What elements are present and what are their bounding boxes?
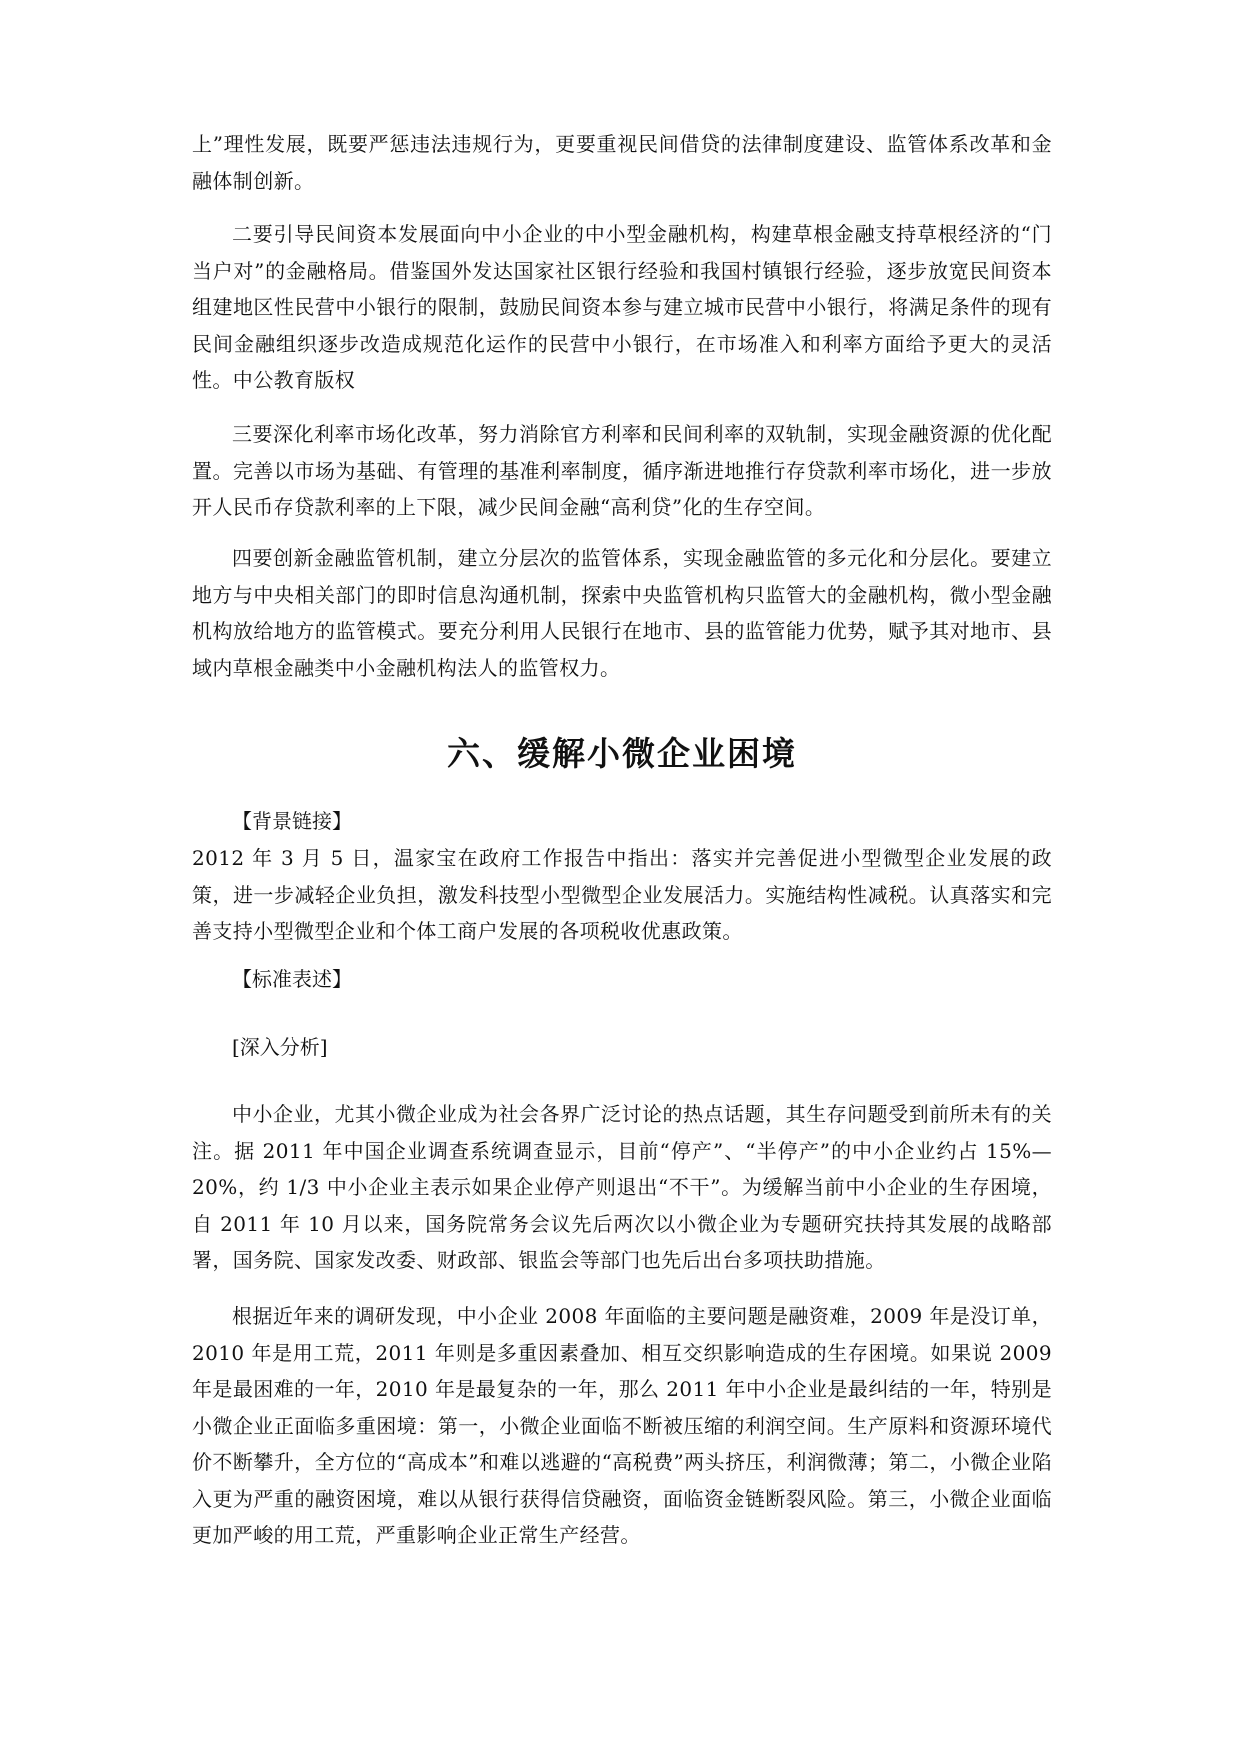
paragraph-supervision: 四要创新金融监管机制，建立分层次的监管体系，实现金融监管的多元化和分层化。要建立地方与中央相关部门的即时信息沟通机制，探索中央监管机构只监管大的金融机构，微小型金融机构放给地方的监管模式。要充分利用人民银行在地市、县的监管能力优势，赋予其对地市、县域内草根金融类中小金融机构法人的监管权力。: [192, 546, 1052, 680]
background-text: 2012 年 3 月 5 日，温家宝在政府工作报告中指出：落实并完善促进小型微型企业发展的政策，进一步减轻企业负担，激发科技型小型微型企业发展活力。实施结构性减税。认真落实和完善支持小型微型企业和个体工商户发展的各项税收优惠政策。: [192, 846, 1052, 943]
paragraph-regulation: 上”理性发展，既要严惩违法违规行为，更要重视民间借贷的法律制度建设、监管体系改革和金融体制创新。: [192, 132, 1052, 193]
analysis-paragraph-1: 中小企业，尤其小微企业成为社会各界广泛讨论的热点话题，其生存问题受到前所未有的关注。据 2011 年中国企业调查系统调查显示，目前“停产”、“半停产”的中小企业约占 15%—20%，约 1/3 中小企业主表示如果企业停产则退出“不干”。为缓解当前中小企业的生存困境，自 2011 年 10 月以来，国务院常务会议先后两次以小微企业为专题研究扶持其发展的战略部署，国务院、国家发改委、财政部、银监会等部门也先后出台多项扶助措施。: [192, 1102, 1052, 1272]
analysis-paragraph-2: 根据近年来的调研发现，中小企业 2008 年面临的主要问题是融资难，2009 年是没订单，2010 年是用工荒，2011 年则是多重因素叠加、相互交织影响造成的生存困境。如果说 2009 年是最困难的一年，2010 年是最复杂的一年，那么 2011 年中小企业是最纠结的一年，特别是小微企业正面临多重困境：第一，小微企业面临不断被压缩的利润空间。生产原料和资源环境代价不断攀升，全方位的“高成本”和难以逃避的“高税费”两头挤压，利润微薄；第二，小微企业陷入更为严重的融资困境，难以从银行获得信贷融资，面临资金链断裂风险。第三，小微企业面临更加严峻的用工荒，严重影响企业正常生产经营。: [192, 1304, 1052, 1547]
paragraph-private-capital: 二要引导民间资本发展面向中小企业的中小型金融机构，构建草根金融支持草根经济的“门当户对”的金融格局。借鉴国外发达国家社区银行经验和我国村镇银行经验，逐步放宽民间资本组建地区性民营中小银行的限制，鼓励民间资本参与建立城市民营中小银行，将满足条件的现有民间金融组织逐步改造成规范化运作的民营中小银行，在市场准入和利率方面给予更大的灵活性。中公教育版权: [192, 222, 1052, 392]
background-label: 【背景链接】: [232, 809, 352, 833]
analysis-label: [深入分析]: [232, 1035, 328, 1059]
paragraph-interest-rate: 三要深化利率市场化改革，努力消除官方利率和民间利率的双轨制，实现金融资源的优化配置。完善以市场为基础、有管理的基准利率制度，循序渐进地推行存贷款利率市场化，进一步放开人民币存贷款利率的上下限，减少民间金融“高利贷”化的生存空间。: [192, 422, 1052, 519]
section-title: 六、缓解小微企业困境: [447, 734, 797, 773]
standard-label: 【标准表述】: [232, 967, 352, 991]
